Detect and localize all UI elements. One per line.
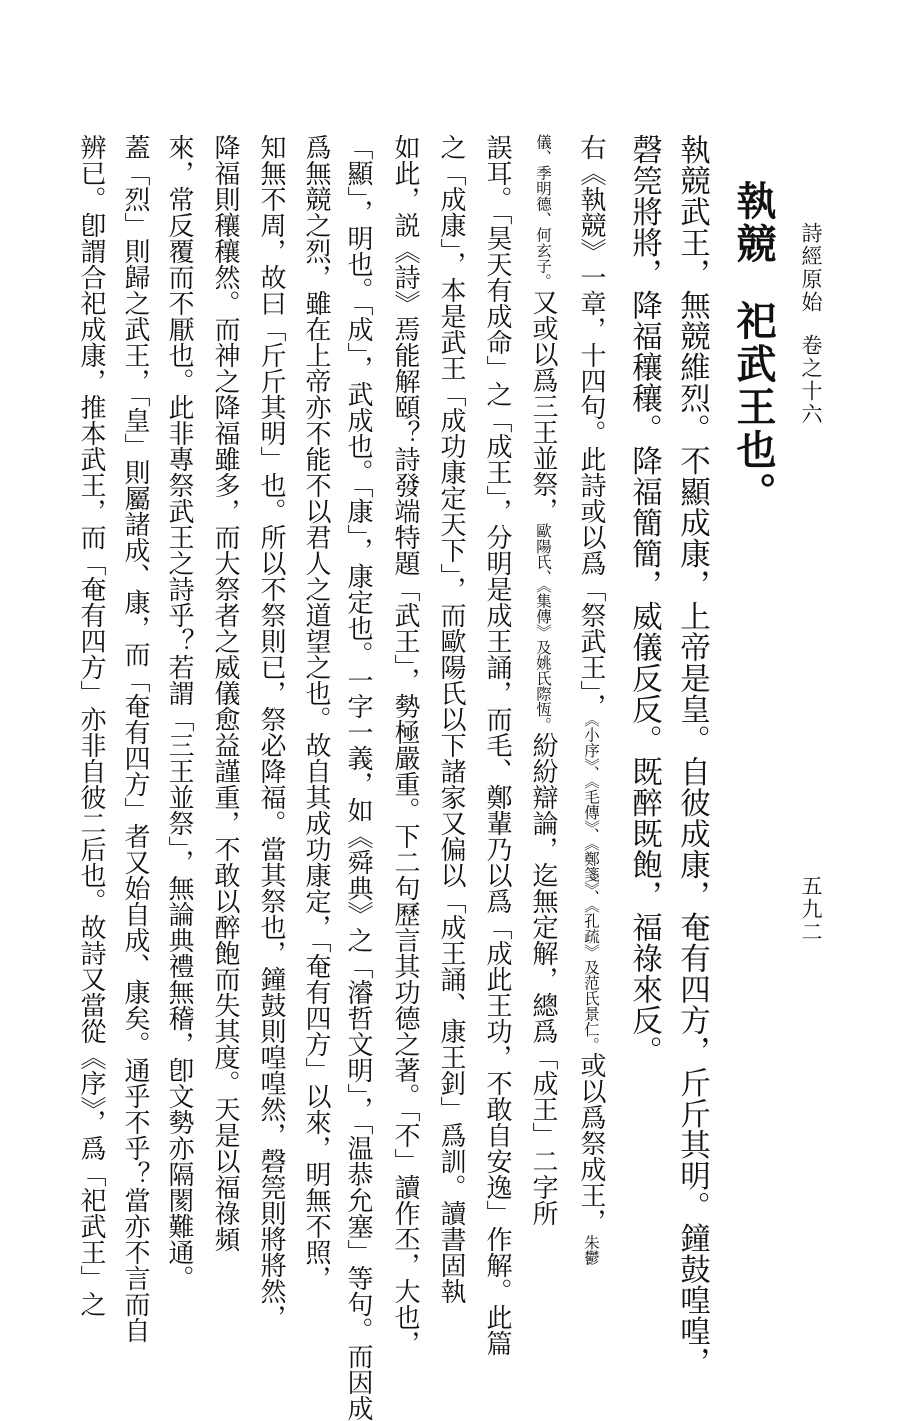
commentary-text: 來，常反覆而不厭也。此非專祭武王之詩乎？若謂「三王並祭」，無論典禮無稽，卽文勢亦隔閡難通。: [164, 134, 194, 1291]
commentary-text: 辨已。卽謂合祀成康，推本武王，而「奄有四方」亦非自彼二后也。故詩又當從《序》，爲「祀武王」之: [76, 134, 106, 1317]
poem-title: [730, 180, 777, 515]
commentary-text: 右《執競》一章，十四句。此詩或以爲「祭武王」，: [576, 134, 606, 719]
commentary-text: 或以爲祭成王，: [576, 1052, 606, 1235]
commentary-line: [578, 134, 604, 1265]
commentary-text: 誤耳。「昊天有成命」之「成王」，分明是成王誦，而毛、鄭輩乃以爲「成此王功，不敢自安逸」作解。此篇: [482, 134, 512, 1356]
commentary-line: [166, 134, 192, 1291]
poem-line-2: 磬筦將將，降福穰穰。降福簡簡，威儀反反。既醉既飽，福祿來反。: [626, 134, 662, 1067]
commentary-line: [345, 134, 371, 1421]
commentary-line: [258, 134, 284, 1330]
commentary-line: [438, 134, 464, 1304]
commentary-line: [392, 134, 418, 1356]
commentary-line: [122, 134, 148, 1343]
commentary-text: 蓋「烈」則歸之武王，「皇」則屬諸成、康，而「奄有四方」者又始自成、康矣。通乎不乎？當亦不言而自: [120, 134, 150, 1343]
commentary-text: 如此，説《詩》焉能解頤？詩發端特題「武王」，勢極嚴重。下二句歷言其功德之著。「不」讀作丕，大也，: [390, 134, 420, 1356]
title-text: 執競: [730, 180, 777, 266]
book-title: 詩經原始: [799, 222, 823, 314]
commentary-line: [212, 134, 238, 1252]
commentary-text: 紛紛辯論，迄無定解，總爲「成王」二字所: [528, 732, 558, 1227]
commentary-line: [484, 134, 510, 1356]
commentary-line: [303, 134, 329, 1291]
commentary-text: 「顯」，明也。「成」，武成也。「康」，康定也。一字一義，如《舜典》之「濬哲文明」，「温恭允塞」等句。而因成: [343, 134, 373, 1421]
commentary-text: 降福則穰穰然。而神之降福雖多，而大祭者之威儀愈益謹重，不敢以醉飽而失其度。天是以福祿頻: [210, 134, 240, 1252]
title-subtitle: 祀武王也。: [730, 300, 777, 515]
commentary-text: 又或以爲三王並祭，: [528, 289, 558, 523]
commentary-note: 歐陽氏、《集傳》及姚氏際恆。: [534, 523, 552, 733]
commentary-text: 爲無競之烈，雖在上帝亦不能不以君人之道望之也。故自其成功康定，「奄有四方」以來，明無不照，: [301, 134, 331, 1291]
commentary-note: 儀、季明德、何玄子。: [534, 134, 552, 289]
commentary-line: [530, 134, 556, 1226]
page-number: 五九二: [799, 875, 823, 944]
commentary-note: 朱鬱: [582, 1234, 600, 1266]
running-header: [800, 222, 821, 426]
commentary-text: 知無不周，故曰「斤斤其明」也。所以不祭則已，祭必降福。當其祭也，鐘鼓則喤喤然，磬筦則將將然，: [256, 134, 286, 1330]
poem-line-1: 執競武王，無競維烈。不顯成康，上帝是皇。自彼成康，奄有四方，斤斤其明。鐘鼓喤喤，: [674, 134, 710, 1378]
commentary-note: 《小序》、《毛傳》、《鄭箋》、《孔疏》及范氏景仁。: [582, 719, 600, 1053]
volume-label: 卷之十六: [799, 334, 823, 426]
commentary-line: [78, 134, 104, 1317]
commentary-text: 之「成康」，本是武王「成功康定天下」，而歐陽氏以下諸家又偏以「成王誦、康王釗」爲訓。讀書固執: [436, 134, 466, 1304]
